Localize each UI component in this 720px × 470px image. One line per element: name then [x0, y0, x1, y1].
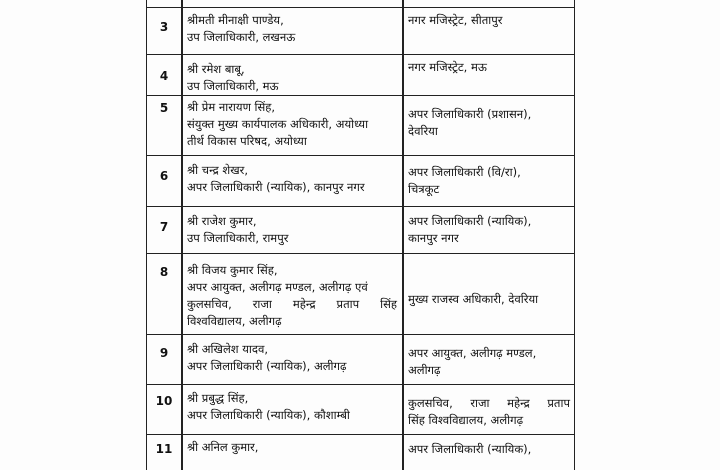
- new-post: अपर जिलाधिकारी (न्यायिक),: [408, 442, 532, 456]
- serial-number: 10: [155, 394, 173, 408]
- new-post: नगर मजिस्ट्रेट, सीतापुर: [408, 13, 503, 27]
- serial-number: 7: [159, 220, 169, 234]
- table-row-partial: [147, 0, 574, 8]
- officer-cell: [187, 341, 397, 375]
- new-post-cell: [408, 441, 570, 458]
- officer-current-post: अपर आयुक्त, अलीगढ़ मण्डल, अलीगढ़ एवं: [187, 280, 368, 294]
- transfer-table: [146, 0, 575, 470]
- officer-cell: [187, 12, 397, 46]
- new-post: नगर मजिस्ट्रेट, मऊ: [408, 60, 487, 74]
- new-post: सिंह विश्वविद्यालय, अलीगढ़: [408, 413, 524, 427]
- officer-name: श्री विजय कुमार सिंह,: [187, 263, 278, 277]
- officer-cell: [187, 61, 397, 95]
- officer-current-post: संयुक्त मुख्य कार्यपालक अधिकारी, अयोध्या: [187, 117, 369, 131]
- serial-number: 8: [159, 265, 169, 279]
- officer-current-post: तीर्थ विकास परिषद, अयोध्या: [187, 134, 307, 148]
- new-post: देवरिया: [408, 124, 438, 138]
- table-row: [147, 207, 574, 254]
- officer-current-post: विश्वविद्यालय, अलीगढ़: [187, 314, 282, 328]
- new-post-cell: [408, 345, 570, 379]
- officer-current-post: अपर जिलाधिकारी (न्यायिक), कानपुर नगर: [187, 180, 365, 194]
- officer-current-post: कुलसचिव, राजा महेन्द्र प्रताप सिंह: [187, 297, 397, 311]
- officer-current-post: उप जिलाधिकारी, रामपुर: [187, 231, 289, 245]
- serial-number: 6: [159, 169, 169, 183]
- serial-number: 3: [159, 20, 169, 34]
- new-post: कुलसचिव, राजा महेन्द्र प्रताप: [408, 396, 570, 410]
- officer-name: श्री प्रबुद्ध सिंह,: [187, 391, 249, 405]
- officer-current-post: उप जिलाधिकारी, लखनऊ: [187, 30, 296, 44]
- officer-name: श्री रमेश बाबू,: [187, 62, 245, 76]
- table-row: [147, 156, 574, 207]
- new-post: कानपुर नगर: [408, 231, 459, 245]
- officer-cell: [187, 262, 397, 330]
- officer-name: श्री राजेश कुमार,: [187, 214, 257, 228]
- new-post-cell: [408, 213, 570, 247]
- serial-number: 11: [155, 442, 173, 456]
- officer-cell: [187, 99, 397, 150]
- officer-name: श्री प्रेम नारायण सिंह,: [187, 100, 276, 114]
- table-row: [147, 96, 574, 156]
- table-row: [147, 254, 574, 335]
- serial-number: 5: [159, 101, 169, 115]
- new-post: अपर जिलाधिकारी (न्यायिक),: [408, 214, 532, 228]
- table-row: [147, 435, 574, 470]
- new-post-cell: [408, 59, 570, 76]
- table-row: [147, 8, 574, 55]
- table-row: [147, 55, 574, 96]
- officer-cell: [187, 213, 397, 247]
- serial-number: 9: [159, 346, 169, 360]
- new-post: अपर आयुक्त, अलीगढ़ मण्डल,: [408, 346, 537, 360]
- serial-number: 4: [159, 69, 169, 83]
- officer-cell: [187, 390, 397, 424]
- officer-cell: [187, 439, 397, 456]
- officer-current-post: अपर जिलाधिकारी (न्यायिक), कौशाम्बी: [187, 408, 350, 422]
- new-post-cell: [408, 291, 570, 308]
- new-post: अलीगढ़: [408, 363, 441, 377]
- officer-current-post: अपर जिलाधिकारी (न्यायिक), अलीगढ़: [187, 359, 347, 373]
- officer-cell: [187, 162, 397, 196]
- new-post: अपर जिलाधिकारी (प्रशासन),: [408, 107, 532, 121]
- officer-name: श्री अनिल कुमार,: [187, 440, 259, 454]
- new-post: मुख्य राजस्व अधिकारी, देवरिया: [408, 292, 539, 306]
- new-post: चित्रकूट: [408, 182, 440, 196]
- officer-name: श्री चन्द्र शेखर,: [187, 163, 248, 177]
- new-post-cell: [408, 164, 570, 198]
- table-row: [147, 335, 574, 385]
- table-row: [147, 385, 574, 435]
- new-post-cell: [408, 395, 570, 429]
- officer-current-post: उप जिलाधिकारी, मऊ: [187, 79, 279, 93]
- new-post-cell: [408, 106, 570, 140]
- officer-name: श्री अखिलेश यादव,: [187, 342, 269, 356]
- new-post-cell: [408, 12, 570, 29]
- officer-name: श्रीमती मीनाक्षी पाण्डेय,: [187, 13, 284, 27]
- new-post: अपर जिलाधिकारी (वि/रा),: [408, 165, 521, 179]
